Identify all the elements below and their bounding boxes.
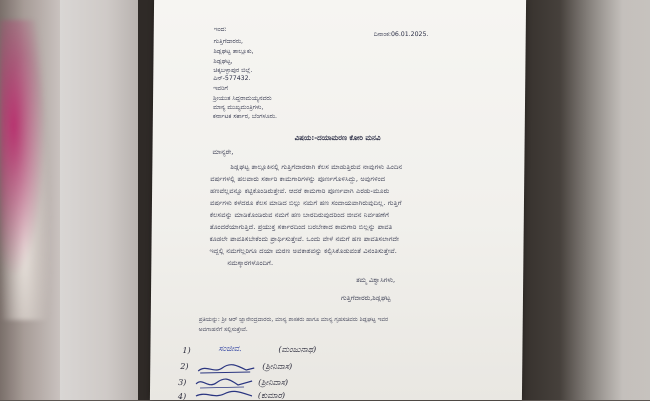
- subject-line: ವಿಷಯ:-ದಯಾಮರಣ ಕೋರಿ ಮನವಿ: [294, 134, 381, 142]
- signature-paren: (ಶ್ರೀನಿವಾಸ): [258, 378, 289, 387]
- from-label: ಇಂದ:: [213, 26, 227, 33]
- from-line: ಶಿಡ್ಲಘಟ್ಟ,: [213, 58, 233, 65]
- from-line: ಚಿಕ್ಕಬಳ್ಳಾಪುರ ಜಿಲ್ಲೆ.: [213, 67, 253, 74]
- body-line: ಶಿಡ್ಲಘಟ್ಟ ತಾಲ್ಲೂಕಿನಲ್ಲಿ ಗುತ್ತಿಗೆದಾರರಾಗಿ ಕೆಲಸ ಮಾಡುತ್ತಿರುವ ನಾವುಗಳು ಹಿಂದಿನ: [230, 163, 403, 171]
- from-line: ಶಿಡ್ಲಘಟ್ಟ ತಾಲ್ಲೂಕು,: [213, 48, 254, 55]
- signature-scribble: [194, 376, 254, 390]
- salutation: ಮಾನ್ಯರೇ,: [212, 148, 234, 156]
- signature-paren: (ಮಂಜುನಾಥ): [278, 345, 317, 354]
- to-line: ಶ್ರೀಯುತ ಸಿದ್ದರಾಮಯ್ಯನವರು: [213, 95, 272, 102]
- signature-paren: (ಶ್ರೀನಿವಾಸ): [262, 362, 293, 371]
- background-right-light: [560, 0, 650, 400]
- from-line: ಪಿನ್-577432.: [213, 75, 251, 82]
- body-line: ನಮಸ್ಕಾರಗಳೊಂದಿಗೆ.: [227, 259, 274, 267]
- closing: ತಮ್ಮ ವಿಶ್ವಾಸಿಗಳು,: [356, 276, 396, 284]
- signature-name: ಸಂಜೀವ.: [218, 344, 242, 353]
- letter-paper: [150, 0, 526, 400]
- to-line: ಮಾನ್ಯ ಮುಖ್ಯಮಂತ್ರಿಗಳು,: [212, 104, 264, 111]
- signature-number: 4): [177, 392, 187, 401]
- body-line: ತೊಂದರೆಯಾಗುತ್ತಿದೆ. ಪ್ರಯುಕ್ತ ಸರ್ಕಾರದಿಂದ ಬರಬೇಕಾದ ಕಾಮಗಾರಿ ಬಿಲ್ಲನ್ನು ಪಾವತಿ: [209, 223, 393, 231]
- background-poster-blur: [0, 20, 55, 320]
- to-label: ಇವರಿಗೆ: [213, 85, 229, 92]
- letter-date: ದಿನಾಂಕ:06.01.2025.: [373, 31, 429, 38]
- background-strip: [60, 0, 138, 400]
- body-line: ಹಣವೆಲ್ಲವನ್ನೂ ಕಟ್ಟಿಕೊಂಡಿರುತ್ತೇವೆ. ಆದರೆ ಕಾಮಗಾರಿ ಪೂರ್ಣವಾಗಿ ಎರಡು-ಮೂರು: [210, 187, 390, 195]
- body-line: ಇದ್ದಲ್ಲಿ ನಮಗೆಲ್ಲರಿಗೂ ದಯಾ ಮರಣ ಅವಕಾಶವನ್ನು ಕಲ್ಪಿಸಿಕೊಡುವಂತೆ ವಿನಂತಿಸುತ್ತೇವೆ.: [209, 247, 398, 255]
- signature-scribble: [194, 390, 254, 400]
- from-line: ಗುತ್ತಿಗೆದಾರರು,: [213, 38, 244, 45]
- body-line: ಕೆಲಸವನ್ನು ಮಾಡಿಕೊಂಡಿರುವ ನಮಗೆ ಹಣ ಬಾರದಿರುವುದರಿಂದ ಜೀವನ ನಿರ್ವಹಣೆಗೆ: [209, 211, 390, 219]
- signature-scribble: [196, 362, 256, 376]
- copy-line: ಅವಗಾಹನೆಗೆ ಸಲ್ಲಿಸುತ್ತೇವೆ.: [198, 327, 248, 333]
- closing-sign: ಗುತ್ತಿಗೆದಾರರು,ಶಿಡ್ಲಘಟ್ಟ: [340, 294, 391, 302]
- body-line: ವರ್ಷಗಳು ಕಳೆದರೂ ಕೆಲಸ ಮಾಡಿದ ಬಿಲ್ಲು ನಮಗೆ ಹಣ ಸಂದಾಯವಾಗಿರುವುದಿಲ್ಲ. ಗುತ್ತಿಗೆ: [209, 199, 402, 207]
- signature-number: 1): [182, 346, 191, 355]
- to-line: ಕರ್ನಾಟಕ ಸರ್ಕಾರ, ಬೆಂಗಳೂರು.: [212, 113, 278, 120]
- signature-number: 2): [180, 362, 189, 371]
- signature-number: 3): [178, 378, 187, 387]
- copy-line: ಪ್ರತಿಯನ್ನು: ಶ್ರೀ ಆರ್‌ ಜ್ಞಾನೇಂದ್ರದಾರರು, ಮಾನ್ಯ ಶಾಸಕರು ಹಾಗೂ ಮಾನ್ಯ ಗೃಹಸಚಿವರು ಶಿಡ್ಲಘಟ್ಟ ಇವರ: [198, 317, 389, 323]
- signature-paren: (ಕುಮಾರ): [257, 391, 286, 400]
- body-line: ವರ್ಷಗಳಲ್ಲಿ ಹಲವಾರು ಸರ್ಕಾರಿ ಕಾಮಗಾರಿಗಳನ್ನು ಪೂರ್ಣಗೊಳಿಸಿದ್ದು, ಅವುಗಳಿಂದ: [210, 175, 386, 183]
- body-line: ಕೂಡಲೇ ಪಾವತಿಸಬೇಕೆಂದು ಪ್ರಾರ್ಥಿಸುತ್ತೇವೆ. ಒಂದು ವೇಳೆ ನಮಗೆ ಹಣ ಪಾವತಿಸಲಾಗದೇ: [209, 235, 400, 243]
